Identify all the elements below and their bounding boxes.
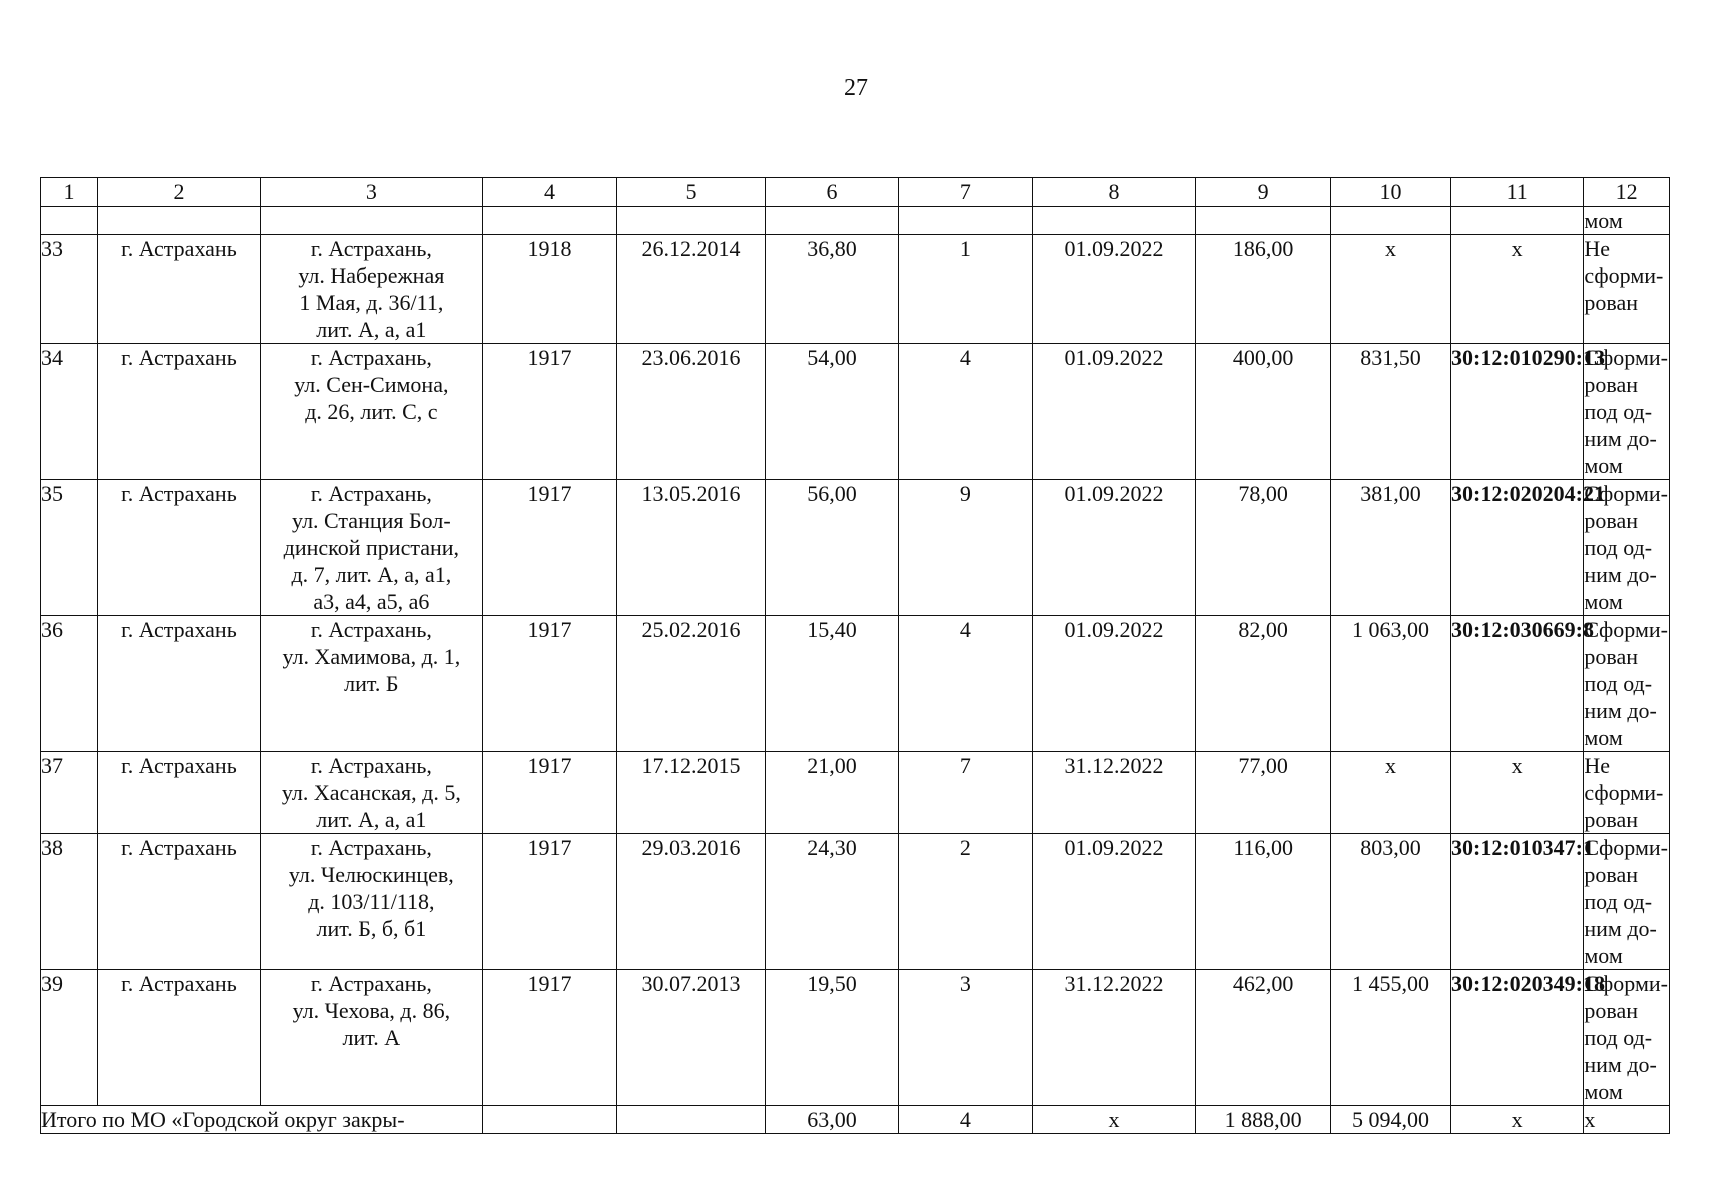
- cadastral-number: 30:12:020204:21: [1451, 480, 1584, 616]
- column-9-value: 77,00: [1196, 752, 1330, 834]
- area: 19,50: [765, 970, 898, 1106]
- address: г. Астрахань, ул. Станция Бол- динской пристани, д. 7, лит. А, а, а1, а3, а4, а5, а6: [260, 480, 482, 616]
- build-year: 1917: [482, 616, 616, 752]
- column-9-value: 78,00: [1196, 480, 1330, 616]
- recognition-date: 26.12.2014: [617, 235, 766, 344]
- land-plot-status: Сформи- рован под од- ним до- мом: [1584, 835, 1668, 968]
- recognition-date: 25.02.2016: [617, 616, 766, 752]
- resettlement-deadline: 31.12.2022: [1032, 970, 1196, 1106]
- land-plot-status: Не сформи- рован: [1584, 235, 1670, 344]
- row-number: 33: [41, 235, 98, 344]
- row-number: 36: [41, 616, 98, 752]
- residents-count: 7: [899, 752, 1032, 834]
- cadastral-number: 30:12:020349:18: [1451, 970, 1584, 1106]
- area: 56,00: [765, 480, 898, 616]
- total-label: Итого по МО «Городской округ закры-: [41, 1106, 483, 1134]
- resettlement-deadline: 01.09.2022: [1032, 480, 1196, 616]
- total-column-4: [482, 1106, 616, 1134]
- cadastral-number: 30:12:030669:8: [1451, 616, 1584, 752]
- build-year: 1917: [482, 970, 616, 1106]
- municipality: г. Астрахань: [98, 834, 261, 970]
- address: г. Астрахань, ул. Сен-Симона, д. 26, лит. С, с: [260, 344, 482, 480]
- column-number-11: 11: [1451, 178, 1584, 207]
- land-plot-status: Не сформи- рован: [1584, 752, 1670, 834]
- municipality: г. Астрахань: [98, 752, 261, 834]
- column-number-4: 4: [482, 178, 616, 207]
- address: г. Астрахань, ул. Хамимова, д. 1, лит. Б: [260, 616, 482, 752]
- address: г. Астрахань, ул. Чехова, д. 86, лит. А: [260, 970, 482, 1106]
- residents-count: 4: [899, 344, 1032, 480]
- cadastral-number: 30:12:010290:13: [1451, 344, 1584, 480]
- column-10-value: 1 063,00: [1330, 616, 1450, 752]
- area: 36,80: [765, 235, 898, 344]
- continuation-cell-8: [1032, 207, 1196, 235]
- total-deadline: х: [1032, 1106, 1196, 1134]
- resettlement-deadline: 01.09.2022: [1032, 834, 1196, 970]
- total-column-5: [617, 1106, 766, 1134]
- build-year: 1917: [482, 834, 616, 970]
- total-cadastral: х: [1451, 1106, 1584, 1134]
- address: г. Астрахань, ул. Набережная 1 Мая, д. 36/11, лит. А, а, а1: [260, 235, 482, 344]
- cadastral-number: 30:12:010347:1: [1451, 834, 1584, 970]
- area: 54,00: [765, 344, 898, 480]
- residents-count: 1: [899, 235, 1032, 344]
- table-row: [41, 752, 1670, 834]
- column-10-value: х: [1330, 752, 1450, 834]
- resettlement-deadline: 01.09.2022: [1032, 235, 1196, 344]
- column-number-7: 7: [899, 178, 1032, 207]
- table-row: [41, 834, 1670, 970]
- table-row: [41, 616, 1670, 752]
- continuation-cell-6: [765, 207, 898, 235]
- resettlement-deadline: 31.12.2022: [1032, 752, 1196, 834]
- total-column-10: 5 094,00: [1330, 1106, 1450, 1134]
- column-10-value: 381,00: [1330, 480, 1450, 616]
- residents-count: 4: [899, 616, 1032, 752]
- row-number: 39: [41, 970, 98, 1106]
- table-row: [41, 344, 1670, 480]
- column-number-3: 3: [260, 178, 482, 207]
- column-number-8: 8: [1032, 178, 1196, 207]
- row-number: 38: [41, 834, 98, 970]
- area: 21,00: [765, 752, 898, 834]
- continuation-cell-10: [1330, 207, 1450, 235]
- column-number-10: 10: [1330, 178, 1450, 207]
- municipality: г. Астрахань: [98, 480, 261, 616]
- column-number-5: 5: [617, 178, 766, 207]
- column-10-value: 1 455,00: [1330, 970, 1450, 1106]
- cadastral-number: х: [1451, 752, 1584, 834]
- continuation-cell-9: [1196, 207, 1330, 235]
- resettlement-deadline: 01.09.2022: [1032, 616, 1196, 752]
- continuation-cell-5: [617, 207, 766, 235]
- build-year: 1917: [482, 752, 616, 834]
- column-9-value: 462,00: [1196, 970, 1330, 1106]
- municipality: г. Астрахань: [98, 970, 261, 1106]
- total-area: 63,00: [765, 1106, 898, 1134]
- recognition-date: 17.12.2015: [617, 752, 766, 834]
- build-year: 1917: [482, 480, 616, 616]
- municipality: г. Астрахань: [98, 616, 261, 752]
- column-9-value: 186,00: [1196, 235, 1330, 344]
- continuation-status-text: мом: [1584, 207, 1670, 235]
- total-residents: 4: [899, 1106, 1032, 1134]
- address: г. Астрахань, ул. Челюскинцев, д. 103/11/118, лит. Б, б, б1: [260, 834, 482, 970]
- recognition-date: 13.05.2016: [617, 480, 766, 616]
- table-row: [41, 235, 1670, 344]
- build-year: 1917: [482, 344, 616, 480]
- continuation-cell-4: [482, 207, 616, 235]
- table-body: [41, 178, 1670, 1134]
- land-plot-status: Сформи- рован под од- ним до- мом: [1584, 481, 1668, 614]
- land-plot-status: Сформи- рован под од- ним до- мом: [1584, 617, 1668, 750]
- recognition-date: 30.07.2013: [617, 970, 766, 1106]
- residents-count: 3: [899, 970, 1032, 1106]
- column-number-12: 12: [1584, 178, 1670, 207]
- total-column-9: 1 888,00: [1196, 1106, 1330, 1134]
- column-number-1: 1: [41, 178, 98, 207]
- recognition-date: 29.03.2016: [617, 834, 766, 970]
- column-number-6: 6: [765, 178, 898, 207]
- address: г. Астрахань, ул. Хасанская, д. 5, лит. А, а, а1: [260, 752, 482, 834]
- column-9-value: 82,00: [1196, 616, 1330, 752]
- continuation-cell-7: [899, 207, 1032, 235]
- continuation-cell-3: [260, 207, 482, 235]
- municipality: г. Астрахань: [98, 235, 261, 344]
- column-10-value: х: [1330, 235, 1450, 344]
- column-number-header-row: [41, 178, 1670, 207]
- column-10-value: 803,00: [1330, 834, 1450, 970]
- row-number: 37: [41, 752, 98, 834]
- area: 24,30: [765, 834, 898, 970]
- land-plot-status: Сформи- рован под од- ним до- мом: [1584, 345, 1668, 478]
- build-year: 1918: [482, 235, 616, 344]
- continuation-cell-2: [98, 207, 261, 235]
- area: 15,40: [765, 616, 898, 752]
- residents-count: 9: [899, 480, 1032, 616]
- continuation-row: [41, 207, 1670, 235]
- resettlement-deadline: 01.09.2022: [1032, 344, 1196, 480]
- column-9-value: 400,00: [1196, 344, 1330, 480]
- total-row: [41, 1106, 1670, 1134]
- total-status: х: [1584, 1106, 1670, 1134]
- residents-count: 2: [899, 834, 1032, 970]
- land-plot-status: Сформи- рован под од- ним до- мом: [1584, 971, 1668, 1104]
- column-10-value: 831,50: [1330, 344, 1450, 480]
- table-row: [41, 480, 1670, 616]
- row-number: 35: [41, 480, 98, 616]
- column-number-2: 2: [98, 178, 261, 207]
- column-9-value: 116,00: [1196, 834, 1330, 970]
- municipality: г. Астрахань: [98, 344, 261, 480]
- column-number-9: 9: [1196, 178, 1330, 207]
- continuation-cell-1: [41, 207, 98, 235]
- page-number: 27: [844, 75, 868, 101]
- cadastral-number: х: [1451, 235, 1584, 344]
- continuation-cell-11: [1451, 207, 1584, 235]
- row-number: 34: [41, 344, 98, 480]
- table-row: [41, 970, 1670, 1106]
- recognition-date: 23.06.2016: [617, 344, 766, 480]
- housing-register-table: [40, 177, 1670, 1134]
